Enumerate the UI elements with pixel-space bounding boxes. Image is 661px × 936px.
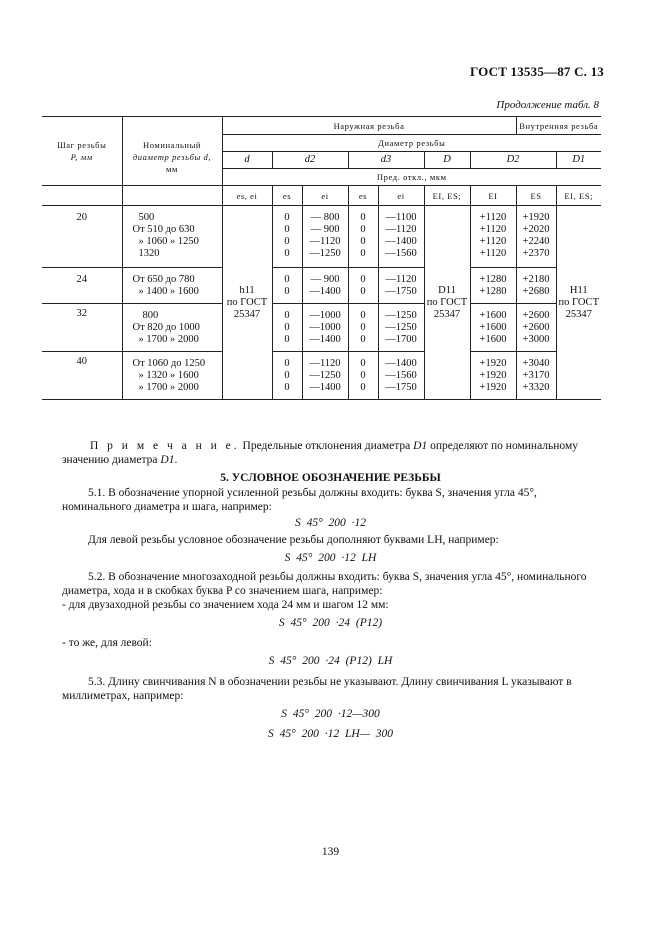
paragraph-5-2-two-start: - для двузаходной резьбы со значением хода 24 мм и шагом 12 мм: <box>62 599 389 611</box>
dev-es-ei: es, ei <box>222 186 272 206</box>
dev-D2-ES: ES <box>516 186 556 206</box>
nominal-cell: 500 От 510 до 630 » 1060 » 1250 1320 <box>122 206 222 268</box>
pitch-cell: 32 <box>42 304 122 352</box>
header-internal-thread: Внутренняя резьба <box>516 117 601 135</box>
dev-d2-ei: ei <box>302 186 348 206</box>
formula-6: S 45° 200 ·12 LH— 300 <box>267 728 394 740</box>
table-row: 24 От 650 до 780 » 1400 » 1600 0 0 — 900 —1400 0 0 —1120 —1750 +1280 +1280 +2180 +2680 <box>42 268 601 304</box>
tolerance-H11: H11 по ГОСТ 25347 <box>556 206 601 400</box>
dev-d2-es: es <box>272 186 302 206</box>
table-row: 20 500 От 510 до 630 » 1060 » 1250 1320 h11 по ГОСТ 25347 0 0 0 0 — 800 — 900 —1120 —1250 0 0 0 0 —1100 —1120 —1400 —1560 D11 по ГОСТ 25347 +1120 +1120 +1120 +1120 +1920 +2020 +2240 +2370 H11 по ГОСТ 25347 <box>42 206 601 268</box>
header-nominal: Номинальный диаметр резьбы d, мм <box>122 117 222 186</box>
section-title: 5. УСЛОВНОЕ ОБОЗНАЧЕНИЕ РЕЗЬБЫ <box>220 472 441 484</box>
formula-5: S 45° 200 ·12—300 <box>281 708 380 720</box>
header-sym-d: d <box>222 152 272 169</box>
dev-D-EI-ES: EI, ES; <box>424 186 470 206</box>
table-continuation-label: Продолжение табл. 8 <box>496 99 599 111</box>
dev-D1-EI-ES: EI, ES; <box>556 186 601 206</box>
dev-d3-es: es <box>348 186 378 206</box>
nominal-cell: От 1060 до 1250 » 1320 » 1600 » 1700 » 2000 <box>122 352 222 400</box>
header-pitch: Шаг резьбы P, мм <box>42 117 122 186</box>
table-note: П р и м е ч а н и е. Предельные отклонения диаметра D1 определяют по номинальному значению диаметра D1. <box>62 440 578 466</box>
paragraph-5-3: 5.3. Длину свинчивания N в обозначении резьбы не указывают. Длину свинчивания L указывают в миллиметрах, например: <box>62 676 572 702</box>
dev-d3-ei: ei <box>378 186 424 206</box>
header-sym-D: D <box>424 152 470 169</box>
paragraph-5-2-left: - то же, для левой: <box>62 637 152 649</box>
tolerance-D11: D11 по ГОСТ 25347 <box>424 206 470 400</box>
header-diameter: Диаметр резьбы <box>222 135 601 152</box>
header-sym-D1: D1 <box>556 152 601 169</box>
formula-3: S 45° 200 ·24 (P12) <box>278 617 383 629</box>
header-external-thread: Наружная резьба <box>222 117 516 135</box>
header-sym-d3: d3 <box>348 152 424 169</box>
nominal-cell: От 650 до 780 » 1400 » 1600 <box>122 268 222 304</box>
header-deviations: Пред. откл., мкм <box>222 169 601 186</box>
formula-4: S 45° 200 ·24 (P12) LH <box>268 655 393 667</box>
nominal-cell: 800 От 820 до 1000 » 1700 » 2000 <box>122 304 222 352</box>
paragraph-5-2: 5.2. В обозначение многозаходной резьбы должны входить: буква S, значения угла 45°, номинального диаметра, хода и в скобках буква P со значением шага, например: <box>62 571 587 597</box>
pitch-cell: 20 <box>42 206 122 268</box>
pitch-cell: 40 <box>42 352 122 400</box>
tolerance-h11: h11 по ГОСТ 25347 <box>222 206 272 400</box>
formula-1: S 45° 200 ·12 <box>294 517 367 529</box>
header-sym-d2: d2 <box>272 152 348 169</box>
paragraph-5-1-left: Для левой резьбы условное обозначение резьбы дополняют буквами LH, например: <box>88 534 499 546</box>
page-header-title: ГОСТ 13535—87 С. 13 <box>470 64 604 79</box>
page-number: 139 <box>321 846 340 858</box>
pitch-cell: 24 <box>42 268 122 304</box>
table-row: 32 800 От 820 до 1000 » 1700 » 2000 0 0 0 —1000 —1000 —1400 0 0 0 —1250 —1250 —1700 +1600 +1600 +1600 +2600 +2600 +3000 <box>42 304 601 352</box>
paragraph-5-1: 5.1. В обозначение упорной усиленной резьбы должны входить: буква S, значения угла 45°, номинального диаметра и шага, например: <box>62 487 537 513</box>
dev-D2-EI: EI <box>470 186 516 206</box>
formula-2: S 45° 200 ·12 LH <box>284 552 377 564</box>
header-sym-D2: D2 <box>470 152 556 169</box>
deviation-table <box>42 116 601 400</box>
table-row: 40 От 1060 до 1250 » 1320 » 1600 » 1700 » 2000 0 0 0 —1120 —1250 —1400 0 0 0 —1400 —1560 —1750 +1920 +1920 +1920 +3040 +3170 +3320 <box>42 352 601 400</box>
